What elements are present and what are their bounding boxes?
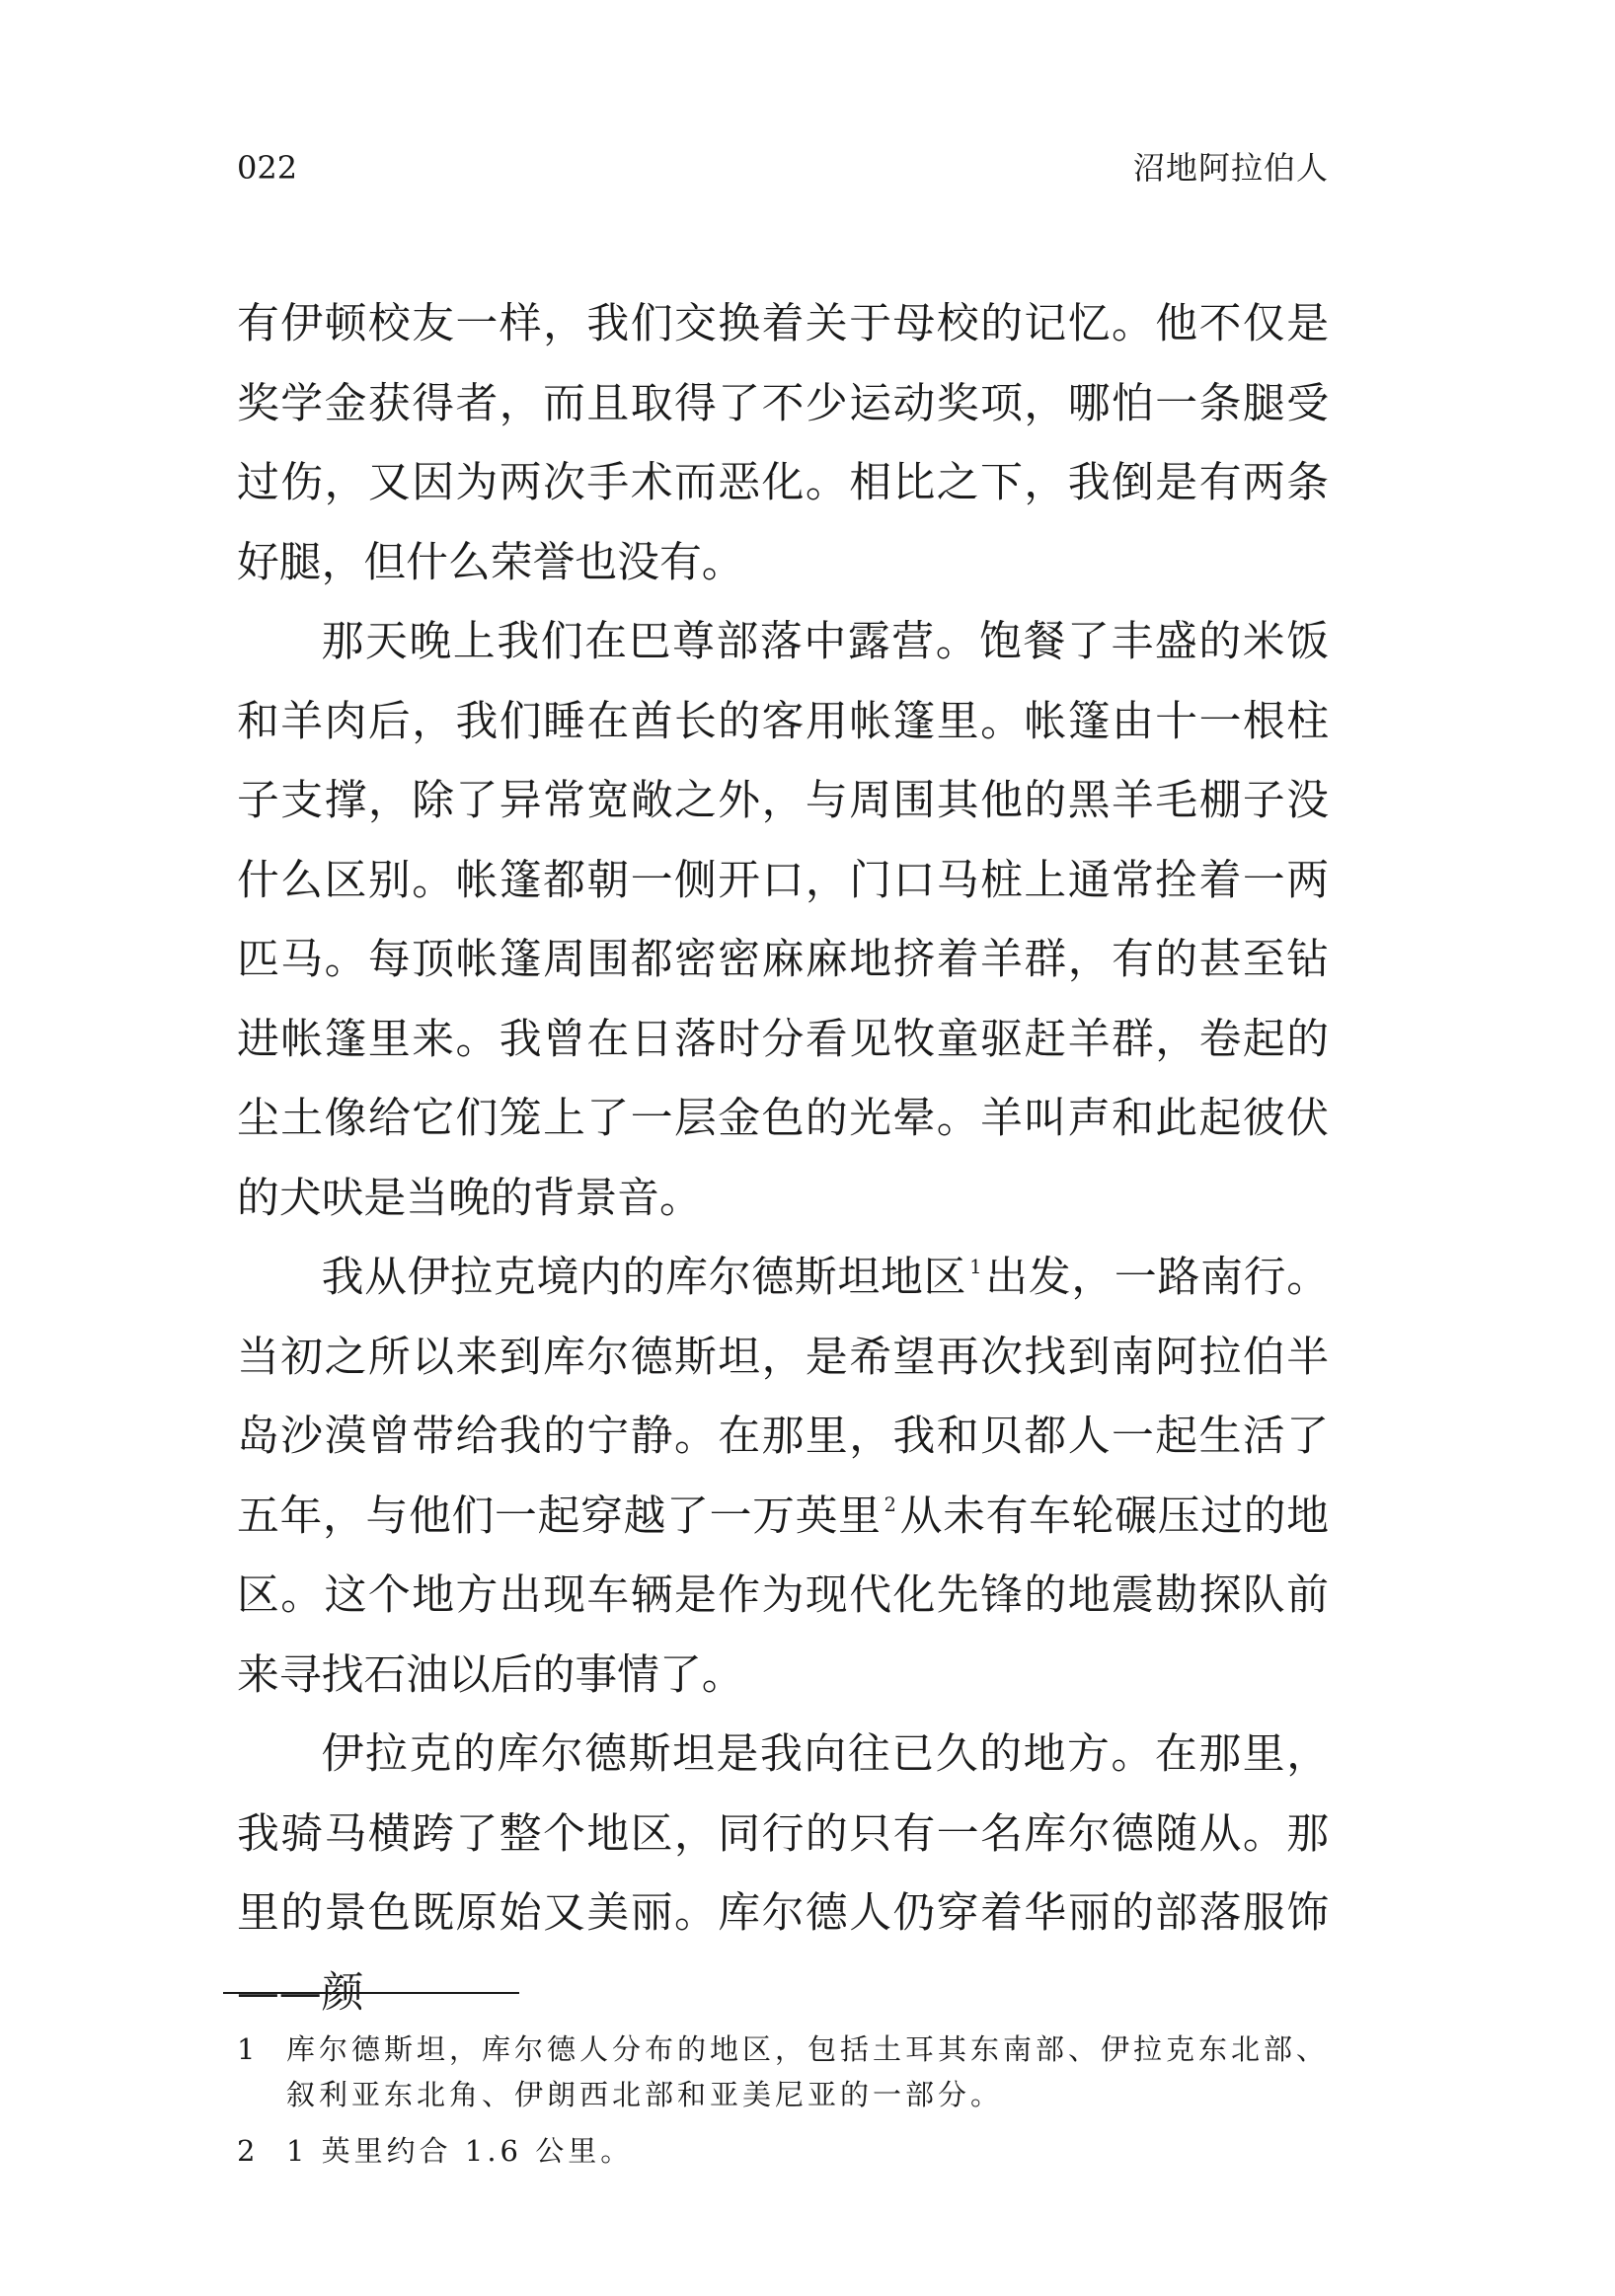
paragraph xyxy=(237,1238,1329,1715)
footnote-text: 1 英里约合 1.6 公里。 xyxy=(286,2134,634,2168)
footnote xyxy=(237,2128,1329,2174)
footnote xyxy=(237,2027,1329,2117)
footnotes xyxy=(237,2027,1329,2184)
paragraph: 有伊顿校友一样，我们交换着关于母校的记忆。他不仅是奖学金获得者，而且取得了不少运动奖项，哪怕一条腿受过伤，又因为两次手术而恶化。相比之下，我倒是有两条好腿，但什么荣誉也没有。 xyxy=(237,299,1329,587)
paragraph-segment: 从未有车轮碾压过的地区。这个地方出现车辆是作为现代化先锋的地震勘探队前来寻找石油以后的事情了。 xyxy=(237,1491,1330,1700)
footnote-text: 库尔德斯坦，库尔德人分布的地区，包括土耳其东南部、伊拉克东北部、叙利亚东北角、伊朗西北部和亚美尼亚的一部分。 xyxy=(286,2032,1330,2111)
paragraph-segment: 我从伊拉克境内的库尔德斯坦地区 xyxy=(321,1253,967,1302)
running-head: 沼地阿拉伯人 xyxy=(1132,149,1329,187)
footnote-number: 2 xyxy=(237,2134,256,2168)
footnote-ref[interactable]: 2 xyxy=(884,1493,896,1517)
footnote-number: 1 xyxy=(237,2032,256,2066)
page-number: 022 xyxy=(237,149,298,187)
body-text xyxy=(237,284,1329,2032)
paragraph: 那天晚上我们在巴尊部落中露营。饱餐了丰盛的米饭和羊肉后，我们睡在酋长的客用帐篷里。帐篷由十一根柱子支撑，除了异常宽敞之外，与周围其他的黑羊毛棚子没什么区别。帐篷都朝一侧开口，门口马桩上通常拴着一两匹马。每顶帐篷周围都密密麻麻地挤着羊群，有的甚至钻进帐篷里来。我曾在日落时分看见牧童驱赶羊群，卷起的尘土像给它们笼上了一层金色的光晕。羊叫声和此起彼伏的犬吠是当晚的背景音。 xyxy=(237,617,1329,1223)
paragraph-segment: 出发，一路南行。当初之所以来到库尔德斯坦，是希望再次找到南阿拉伯半岛沙漠曾带给我的宁静。在那里，我和贝都人一起生活了五年，与他们一起穿越了一万英里 xyxy=(237,1253,1330,1541)
footnote-rule xyxy=(223,1992,519,1994)
footnote-ref[interactable]: 1 xyxy=(969,1255,982,1278)
paragraph: 伊拉克的库尔德斯坦是我向往已久的地方。在那里，我骑马横跨了整个地区，同行的只有一名库尔德随从。那里的景色既原始又美丽。库尔德人仍穿着华丽的部落服饰——颜 xyxy=(237,1729,1329,2018)
